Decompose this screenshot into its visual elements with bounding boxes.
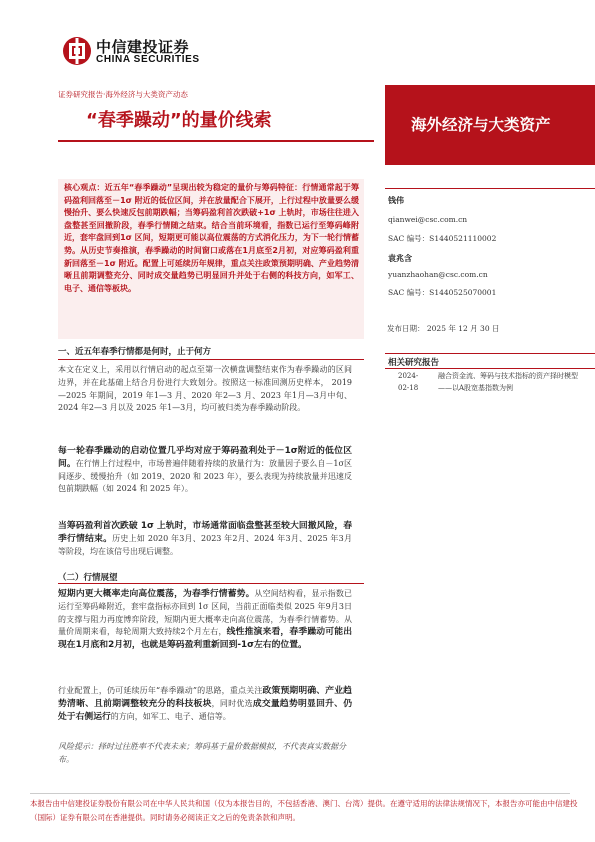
author-name-1: 钱伟 [388,196,404,205]
section1-paragraph-3-body: 历史上如 2020 年3月、2023 年2月、2024 年3月、2025 年3月等阶段，均在该信号出现后调整。 [58,533,352,556]
section-heading-1: 一、近五年春季行情都是何时，止于何方 [58,347,212,357]
category-banner [385,85,595,165]
section1-paragraph-3 [58,520,352,558]
section2-paragraph-1-lead2: 线性推演来看，春季躁动可能出现在1月底和2月初，也就是筹码盈利重新回到-1σ左右的位置。 [58,627,352,651]
category-banner-label: 海外经济与大类资产 [411,116,551,134]
section2-paragraph-1-body: 从空间结构看，显示指数已运行至筹码峰附近，套牢盘指标亦回到 1σ 区间，当前正面临类似 2025 年9月3日的支撑与阻力再度博弈阶段，短期内更大概率走向高位震荡，为春季行情蓄势。从量价周期来看，每轮周期大致持续2个月左右， [58,589,352,637]
related-reports-top-divider [385,353,595,354]
related-report-link[interactable]: 融合资金流、筹码与技术指标的资产择时模型——以A股宽基指数为例 [438,372,578,392]
section2-paragraph-1 [58,588,352,652]
author-email-1[interactable]: qianwei@csc.com.cn [388,215,468,224]
author-email-2[interactable]: yuanzhaohan@csc.com.cn [388,270,488,279]
related-reports-heading: 相关研究报告 [388,358,440,368]
core-viewpoint-text: 核心观点：近五年“春季躁动”呈现出较为稳定的量价与筹码特征：行情通常起于筹码盈利回落至－1σ 附近的低位区间，并在放量配合下展开，上行过程中放量要么缓慢抬升、要么快速反包前期跌幅；当筹码盈利首次跌破+1σ 上轨时，市场往往进入盘整甚至回撤阶段，春季行情随之结束。结合当前环境看，指数已运行至筹码峰附近，套牢盘回到1σ 区间，短期更可能以高位震荡的方式消化压力，为下一轮行情蓄势。从历史节奏推演，春季躁动的时间窗口或落在1月底至2月初，对应筹码盈利重新回落至－1σ 附近。配置上可延续历年规律，重点关注政策预期明确、产业趋势清晰且前期调整充分、同时成交量趋势已明显回升并处于右侧的科技方向，如军工、电子、通信等板块。 [64,183,359,293]
section2-paragraph-2-lead2: 成交量趋势明显回升、仍处于右侧运行 [58,698,352,722]
section1-paragraph-3-lead: 当筹码盈利首次跌破 1σ 上轨时，市场通常面临盘整甚至较大回撤风险，春季行情结束。 [58,521,352,544]
section1-paragraph-2 [58,445,352,496]
logo-chinese-name: 中信建投证券 [96,38,190,56]
authors-divider [385,188,595,189]
related-reports-divider [385,368,595,369]
related-report-date: 2024-02-18 [398,372,419,392]
author-sac-2: SAC 编号：S1440525070001 [388,288,497,297]
risk-warning: 风险提示：择时过往胜率不代表未来；筹码基于量价数据模拟，不代表真实数据分布。 [58,742,346,764]
section2-paragraph-2-part-b: ，同时优选 [211,698,253,708]
section2-paragraph-2-part-c: 的方向，如军工、电子、通信等。 [110,711,231,721]
section-divider-2 [58,583,364,584]
section1-paragraph-1: 本文在定义上，采用以行情启动的起点至第一次横盘调整结束作为春季躁动的区间边界，并在此基础上结合月份进行大致划分。按照这一标准回测历史样本， 2019—2025 年期间，2019 年1—3 月、2020 年2—3 月、2023 年1月—3月中旬、2024 年2—3 月以及 2025 年1—3月，均可被归类为春季躁动阶段。 [58,365,352,413]
core-viewpoint-box [58,179,364,339]
footer-disclaimer: 本报告由中信建投证券股份有限公司在中华人民共和国（仅为本报告目的，不包括香港、澳门、台湾）提供。在遵守适用的法律法规情况下，本报告亦可能由中信建投（国际）证券有限公司在香港提供。同时请务必阅读正文之后的免责条款和声明。 [30,799,578,822]
logo-mark-icon [62,36,92,66]
section2-paragraph-2-part-a: 行业配置上，仍可延续历年“春季躁动”的思路，重点关注 [58,686,263,695]
author-sac-1: SAC 编号：S1440521110002 [388,234,497,243]
author-name-2: 袁兆含 [388,254,412,263]
publish-date: 发布日期： 2025 年 12 月 30 日 [387,324,500,333]
company-logo [62,36,232,70]
footer-divider [30,793,570,794]
section2-paragraph-2-lead: 政策预期明确、产业趋势清晰、且前期调整较充分的科技板块 [58,686,352,709]
section1-paragraph-2-lead: 每一轮春季躁动的启动位置几乎均对应于筹码盈利处于－1σ附近的低位区间。 [58,446,352,469]
section2-paragraph-1-lead: 短期内更大概率走向高位震荡，为春季行情蓄势。 [58,589,255,599]
title-divider [58,140,374,142]
section-divider-1 [58,359,364,360]
logo-english-name: CHINA SECURITIES [96,54,200,65]
page-title: “春季躁动”的量价线索 [86,110,272,131]
section1-paragraph-2-body: 在行情上行过程中，市场普遍伴随着持续的放量行为：放量因子要么自－1σ区间逐步、缓慢抬升（如 2019、2020 和 2023 年），要么表现为持续放量并迅速反包前期跌幅（如 2024 和 2025 年）。 [58,458,352,494]
section2-paragraph-2 [58,685,352,723]
section-heading-2: （二）行情展望 [58,573,118,583]
breadcrumb: 证券研究报告·海外经济与大类资产动态 [58,90,188,99]
